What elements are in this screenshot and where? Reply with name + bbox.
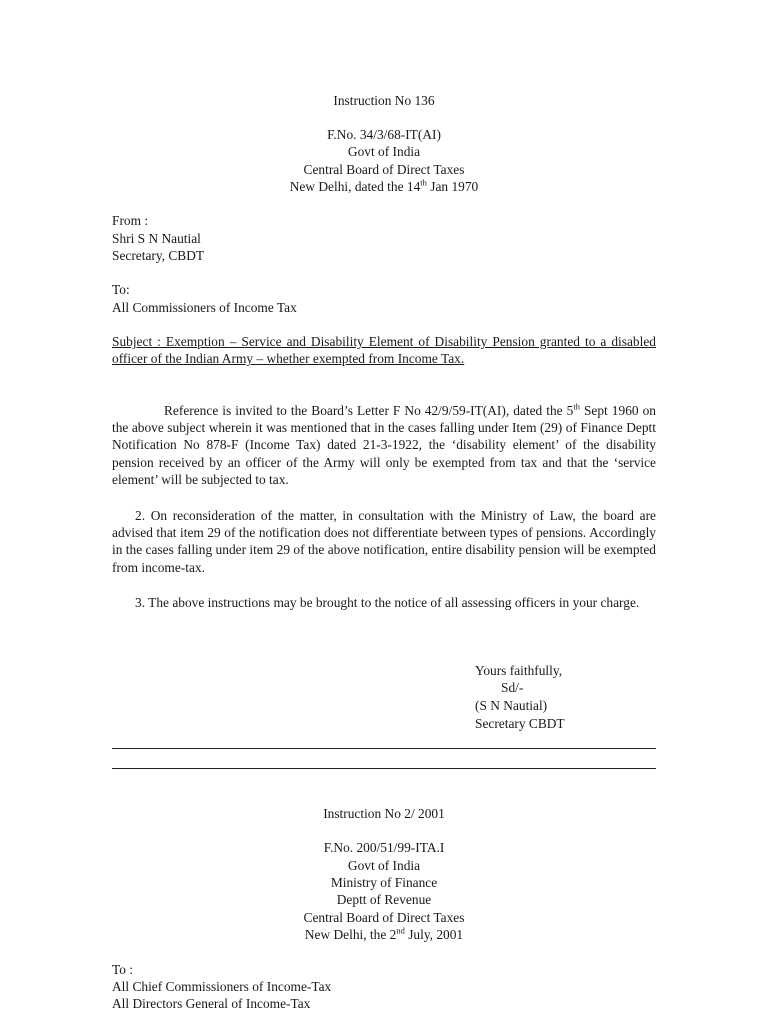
paragraph-1: Reference is invited to the Board’s Letter F No 42/9/59-IT(AI), dated the 5th Sept 1960 on the above subject wherein it was mentioned that in the cases falling under Item (29) of Finance Deptt Notification No 878-F (Income Tax) dated 21-3-1922, the ‘disability element’ of the disability pension received by an officer of the Army will only be exempted from tax and that the ‘service element’ will be subjected to tax. (112, 401, 656, 487)
to-recipient: All Commissioners of Income Tax (112, 300, 297, 315)
paragraph-2: 2. On reconsideration of the matter, in consultation with the Ministry of Law, the board are advised that item 29 of the notification does not differentiate between types of pensions. Accordingly in the cases falling under item 29 of the above notification, entire disability pension will be exempted from income-tax. (112, 508, 656, 575)
to-recipient-2: All Directors General of Income-Tax (112, 996, 311, 1011)
closing: Yours faithfully, (475, 663, 563, 678)
subject-line: Subject : Exemption – Service and Disability Element of Disability Pension granted to a disabled officer of the Indian Army – whether exempted from Income Tax. (112, 334, 656, 367)
ministry-line: Ministry of Finance (330, 875, 438, 890)
to-label: To : (112, 962, 134, 977)
file-number: F.No. 34/3/68-IT(AI) (327, 127, 441, 142)
dated-line: New Delhi, dated the 14th Jan 1970 (289, 177, 479, 194)
department-line: Deptt of Revenue (336, 892, 432, 907)
govt-line: Govt of India (347, 858, 421, 873)
signatory-name: (S N Nautial) (475, 698, 548, 713)
to-recipient-1: All Chief Commissioners of Income-Tax (112, 979, 332, 994)
from-title: Secretary, CBDT (112, 248, 205, 263)
from-name: Shri S N Nautial (112, 231, 201, 246)
dated-line: New Delhi, the 2nd July, 2001 (304, 925, 464, 942)
from-label: From : (112, 213, 149, 228)
instruction-title: Instruction No 136 (333, 93, 435, 108)
signatory-title: Secretary CBDT (475, 716, 565, 731)
to-label: To: (112, 282, 130, 297)
separator-rule (112, 768, 656, 769)
paragraph-3: 3. The above instructions may be brought to the notice of all assessing officers in your charge. (135, 595, 640, 610)
file-number: F.No. 200/51/99-ITA.I (323, 840, 445, 855)
signature-sd: Sd/- (501, 680, 524, 695)
instruction-title: Instruction No 2/ 2001 (323, 806, 445, 821)
separator-rule (112, 748, 656, 749)
board-line: Central Board of Direct Taxes (303, 910, 465, 925)
board-line: Central Board of Direct Taxes (303, 162, 465, 177)
govt-line: Govt of India (347, 144, 421, 159)
